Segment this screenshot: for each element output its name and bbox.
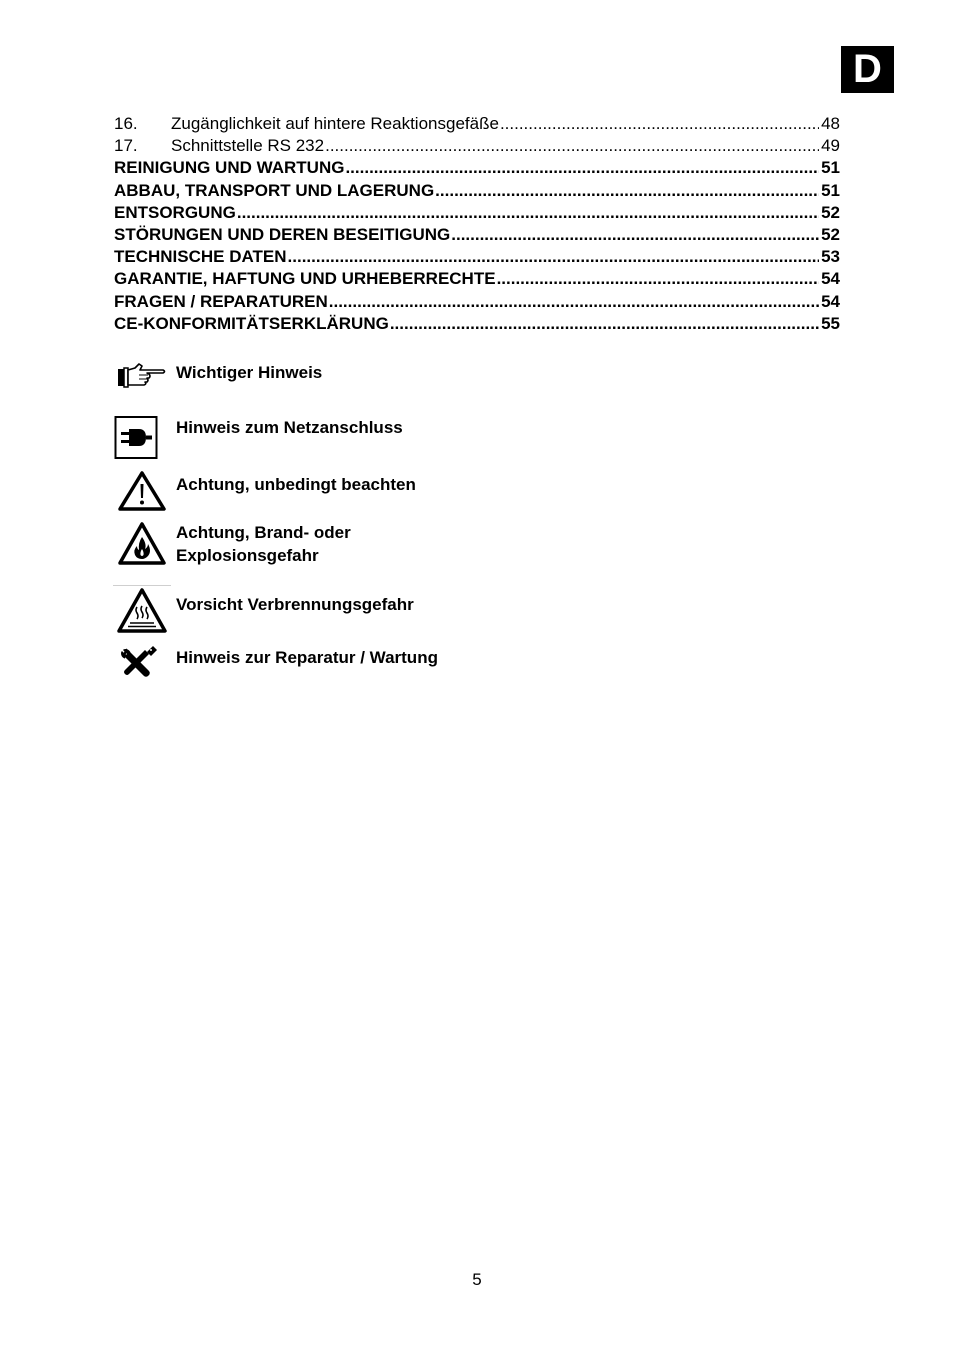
legend-item [113,354,613,404]
table-of-contents [114,113,840,335]
toc-leader-dots [288,246,820,268]
legend-label-line: Explosionsgefahr [176,545,319,565]
toc-entry-title: ABBAU, TRANSPORT UND LAGERUNG [114,180,435,200]
legend-item [113,469,613,519]
toc-leader-dots [497,268,820,290]
toc-entry-page: 55 [821,313,840,333]
warning-triangle-icon [113,469,171,519]
power-plug-icon [113,414,171,464]
legend-item [113,518,613,570]
legend-label: Hinweis zum Netzanschluss [176,418,403,437]
toc-entry-page: 51 [821,180,840,200]
toc-entry[interactable] [114,157,840,179]
separator-line [113,585,171,586]
legend-label: Wichtiger Hinweis [176,363,323,382]
toc-entry-title: REINIGUNG UND WARTUNG [114,158,345,178]
toc-entry-title: TECHNISCHE DATEN [114,247,287,267]
toc-entry-page: 53 [821,247,840,267]
toc-entry[interactable] [114,180,840,202]
pointing-hand-icon [113,354,171,404]
tools-icon [113,641,171,681]
legend-item [113,587,613,637]
legend-label: Vorsicht Verbrennungsgefahr [176,595,414,614]
toc-leader-dots [329,291,819,313]
toc-entry-title: Schnittstelle RS 232 [171,136,325,156]
toc-leader-dots [500,113,819,135]
legend-label [176,522,351,567]
language-badge: D [841,46,894,93]
toc-entry[interactable] [114,135,840,157]
toc-entry-number: 17. [114,136,138,156]
toc-leader-dots [237,202,819,224]
legend-item [113,414,613,464]
legend-label: Hinweis zur Reparatur / Wartung [176,648,438,667]
toc-entry-title: FRAGEN / REPARATUREN [114,291,328,311]
toc-entry-page: 54 [821,269,840,289]
toc-leader-dots [345,157,819,179]
toc-entry[interactable] [114,291,840,313]
toc-entry[interactable] [114,202,840,224]
toc-entry-page: 54 [821,291,840,311]
toc-entry[interactable] [114,246,840,268]
toc-entry-title: GARANTIE, HAFTUNG UND URHEBERRECHTE [114,269,496,289]
legend-label-line: Achtung, Brand- oder [176,523,351,542]
toc-entry-page: 52 [821,202,840,222]
toc-entry-title: Zugänglichkeit auf hintere Reaktionsgefäße [171,114,499,133]
toc-leader-dots [435,180,819,202]
toc-entry-number: 16. [114,114,138,133]
toc-entry[interactable] [114,113,840,135]
fire-hazard-icon [113,518,171,570]
toc-entry-title: ENTSORGUNG [114,202,236,222]
toc-entry-title: CE-KONFORMITÄTSERKLÄRUNG [114,313,389,333]
toc-entry[interactable] [114,313,840,335]
toc-entry-page: 51 [821,158,840,178]
page-number: 5 [472,1270,482,1289]
legend-item [113,641,613,691]
legend-label: Achtung, unbedingt beachten [176,475,416,494]
toc-entry-page: 48 [821,114,840,133]
toc-leader-dots [390,313,819,335]
toc-entry-page: 52 [821,224,840,244]
toc-leader-dots [325,135,819,157]
hot-surface-icon [113,587,171,637]
toc-entry-title: STÖRUNGEN UND DEREN BESEITIGUNG [114,224,451,244]
toc-entry[interactable] [114,268,840,290]
toc-entry-page: 49 [821,136,840,156]
toc-entry[interactable] [114,224,840,246]
toc-leader-dots [451,224,819,246]
